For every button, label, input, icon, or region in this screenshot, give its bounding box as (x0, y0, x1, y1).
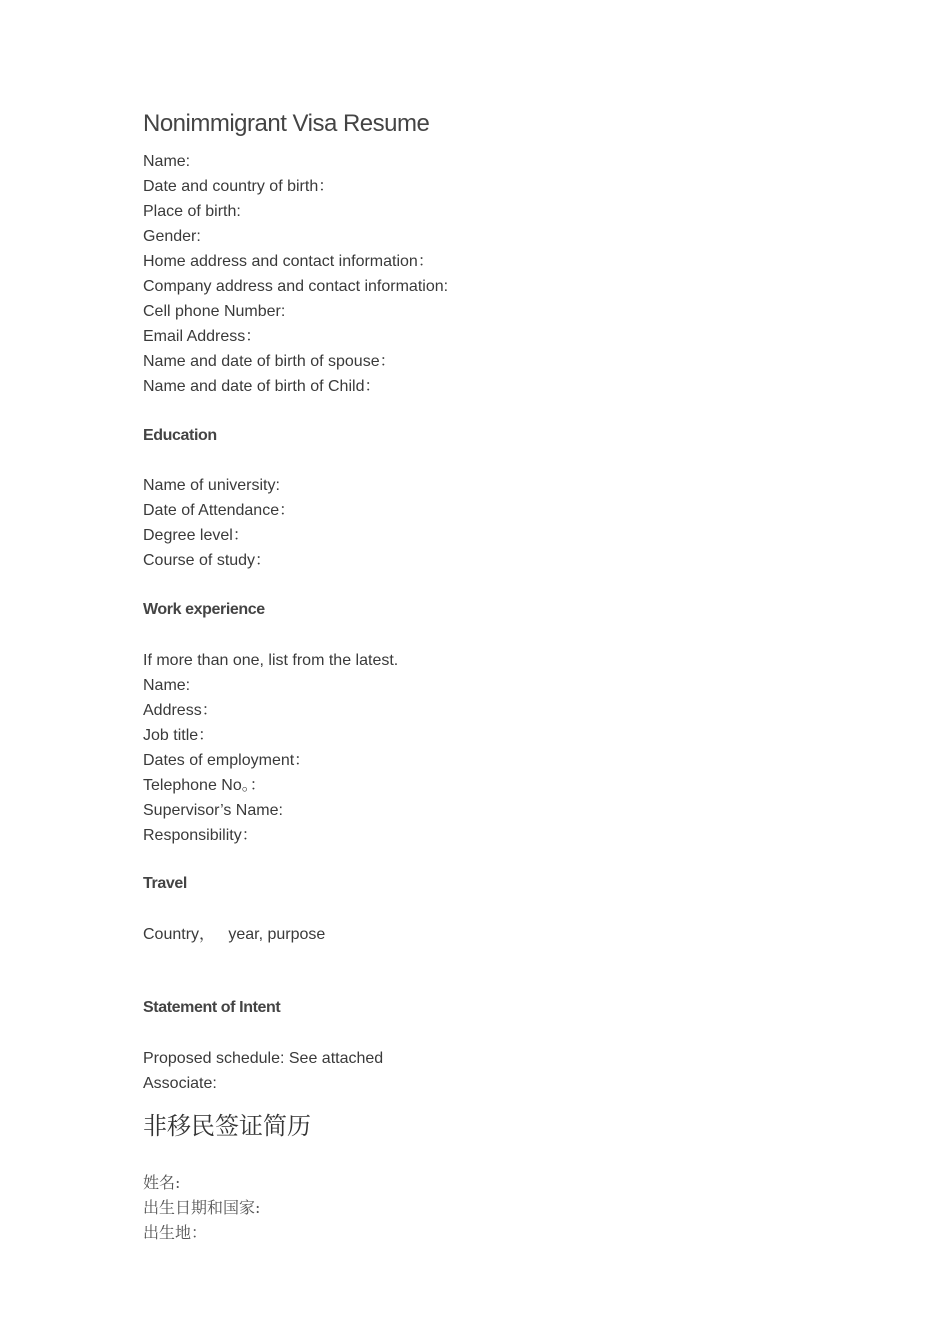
field-responsibility: Responsibility： (143, 827, 258, 844)
field-child: Name and date of birth of Child： (143, 378, 381, 395)
field-telephone: Telephone No。： (143, 777, 266, 794)
field-degree-level: Degree level： (143, 527, 249, 544)
field-employer-name: Name: (143, 677, 191, 694)
field-cn-place-of-birth: 出生地： (143, 1223, 208, 1242)
travel-section (143, 922, 325, 947)
field-email: Email Address： (143, 328, 262, 345)
field-cn-name: 姓名: (143, 1173, 181, 1192)
field-dates-of-employment: Dates of employment： (143, 752, 311, 769)
field-cell-phone: Cell phone Number: (143, 303, 286, 320)
field-gender: Gender: (143, 228, 201, 245)
field-attendance: Date of Attendance： (143, 502, 296, 519)
field-cn-date-country-of-birth: 出生日期和国家: (143, 1198, 261, 1217)
chinese-section (143, 1170, 260, 1245)
field-travel-columns: Country， year, purpose (143, 926, 326, 943)
education-section (143, 473, 295, 573)
work-experience-section (143, 648, 398, 848)
field-home-address: Home address and contact information： (143, 253, 434, 270)
statement-of-intent-section (143, 1046, 383, 1096)
education-heading: Education (143, 427, 217, 444)
document-title: Nonimmigrant Visa Resume (143, 110, 430, 137)
personal-info-section (143, 149, 448, 399)
statement-of-intent-heading: Statement of Intent (143, 999, 281, 1016)
work-note: If more than one, list from the latest. (143, 652, 399, 669)
field-supervisor: Supervisor’s Name: (143, 802, 283, 819)
field-university: Name of university: (143, 477, 280, 494)
field-course-of-study: Course of study： (143, 552, 272, 569)
field-company-address: Company address and contact information: (143, 278, 449, 295)
field-proposed-schedule: Proposed schedule: See attached (143, 1050, 384, 1067)
field-place-of-birth: Place of birth: (143, 203, 241, 220)
field-date-country-of-birth: Date and country of birth： (143, 178, 335, 195)
work-experience-heading: Work experience (143, 601, 265, 618)
field-name: Name: (143, 153, 191, 170)
field-job-title: Job title： (143, 727, 215, 744)
field-employer-address: Address： (143, 702, 218, 719)
chinese-title: 非移民签证简历 (143, 1112, 311, 1140)
field-associate: Associate: (143, 1075, 217, 1092)
travel-heading: Travel (143, 875, 187, 892)
field-spouse: Name and date of birth of spouse： (143, 353, 396, 370)
